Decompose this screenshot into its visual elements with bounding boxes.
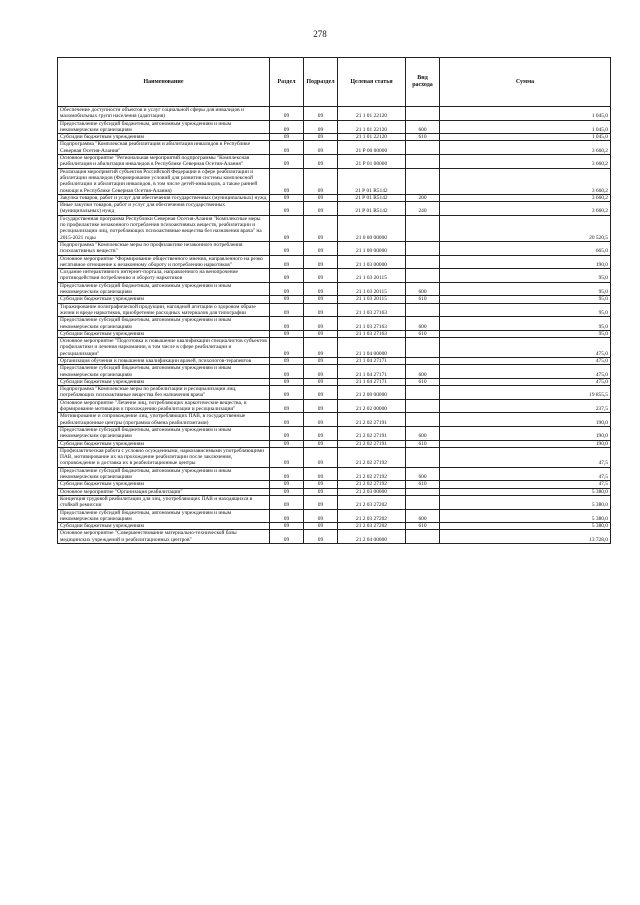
row-subsection-cell: 09 [304,202,338,216]
row-name-cell: Предоставление субсидий бюджетным, автономным учреждениям и иным некоммерческим организациям [58,317,270,331]
row-target-cell: 21 Р 01 R5142 [338,202,406,216]
row-name-cell: Создание интерактивного интернет-портала, направленного на венопрочение противодействия потреблению и обороту наркотиков [58,269,270,283]
row-section-cell: 09 [270,282,304,296]
row-type-cell: 610 [406,481,440,488]
row-target-cell: 21 2 02 27191 [338,413,406,427]
row-name-cell: Подпрограмма "Комплексная реабилитация и абилитация инвалидов в Республике Северная Осетия-Алания" [58,141,270,155]
row-type-cell [406,107,440,121]
table-row [58,447,611,467]
row-target-cell: 21 1 04 27171 [338,378,406,385]
row-amount-cell: 47,5 [440,481,611,488]
row-name-cell: Субсидии бюджетным учреждениям [58,440,270,447]
header-section: Раздел [270,58,304,107]
row-target-cell: 21 2 02 00000 [338,399,406,413]
row-section-cell: 09 [270,141,304,155]
row-section-cell: 09 [270,378,304,385]
row-amount-cell: 3 660,2 [440,168,611,194]
row-amount-cell: 13 728,0 [440,530,611,544]
header-expense-type: Вид расхода [406,58,440,107]
row-target-cell: 21 1 01 22120 [338,134,406,141]
header-name: Наименование [58,58,270,107]
row-subsection-cell: 09 [304,488,338,495]
row-subsection-cell: 09 [304,467,338,481]
row-type-cell [406,303,440,317]
row-subsection-cell: 09 [304,386,338,400]
row-name-cell: Субсидии бюджетным учреждениям [58,481,270,488]
row-subsection-cell: 09 [304,303,338,317]
table-row [58,255,611,269]
row-name-cell: Основное мероприятие "Совершенствование материально-технической базы медицинских учреждений и реабилитационных центров" [58,530,270,544]
row-amount-cell: 19 855,5 [440,386,611,400]
row-amount-cell: 475,0 [440,338,611,358]
row-type-cell: 200 [406,194,440,201]
row-subsection-cell: 09 [304,365,338,379]
row-amount-cell: 95,0 [440,296,611,303]
row-type-cell: 600 [406,365,440,379]
row-amount-cell: 1 045,0 [440,134,611,141]
row-name-cell: Тиражирование полиграфической продукции, наглядной агитации о здоровом образе жизни и вреде наркотиков, приобретение расходных материалов для типографии [58,303,270,317]
row-subsection-cell: 09 [304,296,338,303]
table-row [58,495,611,509]
row-name-cell: Предоставление субсидий бюджетным, автономным учреждениям и иным некоммерческим организациям [58,509,270,523]
table-row [58,488,611,495]
row-amount-cell: 190,0 [440,255,611,269]
row-amount-cell: 3 660,2 [440,155,611,169]
row-section-cell: 09 [270,303,304,317]
row-name-cell: Предоставление субсидий бюджетным, автономным учреждениям и иным некоммерческим организациям [58,467,270,481]
row-target-cell: 21 Р 00 00000 [338,141,406,155]
row-type-cell [406,269,440,283]
row-target-cell: 21 2 03 27202 [338,509,406,523]
row-name-cell: Подпрограмма "Комплексные меры по реабилитации и ресоциализации лиц, потребляющих психоактивные вещества без назначения врача" [58,386,270,400]
row-subsection-cell: 09 [304,447,338,467]
table-row [58,120,611,134]
row-type-cell: 610 [406,330,440,337]
row-amount-cell: 95,0 [440,330,611,337]
row-subsection-cell: 09 [304,282,338,296]
row-name-cell: Иные закупки товаров, работ и услуг для обеспечения государственных (муниципальных) нужд [58,202,270,216]
row-section-cell: 09 [270,134,304,141]
row-amount-cell: 3 660,2 [440,194,611,201]
table-header [58,58,611,107]
row-name-cell: Основное мероприятие "Формирование общественного мнения, направленного на резко негативное отношение к незаконному обороту и потреблению наркотиков" [58,255,270,269]
table-row [58,241,611,255]
row-name-cell: Субсидии бюджетным учреждениям [58,134,270,141]
row-section-cell: 09 [270,155,304,169]
table-row [58,399,611,413]
row-subsection-cell: 09 [304,241,338,255]
table-row [58,194,611,201]
row-name-cell: Субсидии бюджетным учреждениям [58,523,270,530]
row-subsection-cell: 09 [304,426,338,440]
table-row [58,365,611,379]
row-type-cell: 240 [406,202,440,216]
table-row [58,168,611,194]
row-section-cell: 09 [270,317,304,331]
row-amount-cell: 5 380,0 [440,495,611,509]
table-row [58,296,611,303]
row-type-cell [406,530,440,544]
row-amount-cell: 5 380,0 [440,523,611,530]
row-type-cell: 600 [406,467,440,481]
row-subsection-cell: 09 [304,215,338,241]
row-type-cell [406,357,440,364]
row-section-cell: 09 [270,440,304,447]
row-target-cell: 21 1 00 00000 [338,241,406,255]
row-section-cell: 09 [270,338,304,358]
row-subsection-cell: 09 [304,269,338,283]
row-section-cell: 09 [270,467,304,481]
row-type-cell [406,413,440,427]
row-amount-cell: 47,5 [440,447,611,467]
row-name-cell: Подпрограмма "Комплексные меры по профилактике незаконного потребления психоактивных веществ" [58,241,270,255]
row-name-cell: Основное мероприятие "Региональная мероприятий подпрограммы "Комплексная реабилитация и абилитация инвалидов в Республике Северная Осетия-Алания" [58,155,270,169]
row-subsection-cell: 09 [304,413,338,427]
row-type-cell: 600 [406,282,440,296]
row-section-cell: 09 [270,357,304,364]
row-target-cell: 21 1 03 20115 [338,296,406,303]
row-section-cell: 09 [270,447,304,467]
row-type-cell [406,488,440,495]
row-name-cell: Основное мероприятие "Подготовка и повышение квалификации специалистов субъектов профилактики и лечения наркомании, в том числе в сфере реабилитации и ресоциализации" [58,338,270,358]
row-name-cell: Концепция трудовой реабилитации для лиц, употребляющих ПАВ и находящихся в стойкой ремиссии [58,495,270,509]
row-target-cell: 21 2 03 27202 [338,523,406,530]
row-type-cell [406,241,440,255]
row-type-cell [406,255,440,269]
row-section-cell: 09 [270,107,304,121]
row-type-cell [406,495,440,509]
row-section-cell: 09 [270,509,304,523]
table-row [58,440,611,447]
row-amount-cell: 95,0 [440,282,611,296]
row-name-cell: Основное мероприятие "Организация реабилитации" [58,488,270,495]
row-amount-cell: 665,0 [440,241,611,255]
table-row [58,357,611,364]
row-subsection-cell: 09 [304,357,338,364]
table-row [58,481,611,488]
row-target-cell: 21 2 00 00000 [338,386,406,400]
row-amount-cell: 3 660,2 [440,141,611,155]
row-amount-cell: 95,0 [440,269,611,283]
row-name-cell: Субсидии бюджетным учреждениям [58,330,270,337]
row-type-cell [406,399,440,413]
row-subsection-cell: 09 [304,523,338,530]
row-amount-cell: 5 380,0 [440,509,611,523]
row-target-cell: 21 2 02 27192 [338,447,406,467]
row-name-cell: Предоставление субсидий бюджетным, автономным учреждениям и иным некоммерческим организациям [58,120,270,134]
table-row [58,330,611,337]
row-target-cell: 21 2 04 00000 [338,530,406,544]
row-type-cell [406,168,440,194]
row-section-cell: 09 [270,194,304,201]
row-target-cell: 21 2 02 27192 [338,481,406,488]
table-row [58,269,611,283]
table-row [58,215,611,241]
row-name-cell: Мотивирование и сопровождение лиц, употребляющих ПАВ, в государственные реабилитационные центры (программа обмена реабилитантами) [58,413,270,427]
table-row [58,107,611,121]
row-section-cell: 09 [270,215,304,241]
row-amount-cell: 475,0 [440,378,611,385]
row-subsection-cell: 09 [304,317,338,331]
row-target-cell: 21 1 03 20115 [338,269,406,283]
row-amount-cell: 95,0 [440,303,611,317]
row-amount-cell: 190,0 [440,426,611,440]
row-section-cell: 09 [270,386,304,400]
row-subsection-cell: 09 [304,155,338,169]
row-name-cell: Предоставление субсидий бюджетным, автономным учреждениям и иным некоммерческим организациям [58,426,270,440]
page-number: 278 [313,29,327,39]
table-body [58,107,611,544]
row-name-cell: Основное мероприятие "Лечение лиц, потребляющих наркотические вещества, и формирование мотивации к прохождению реабилитации и ресоциализации" [58,399,270,413]
row-subsection-cell: 09 [304,330,338,337]
row-target-cell: 21 0 00 00000 [338,215,406,241]
row-section-cell: 09 [270,296,304,303]
table-row [58,134,611,141]
row-section-cell: 09 [270,495,304,509]
budget-table [57,57,611,544]
row-amount-cell: 475,0 [440,365,611,379]
row-section-cell: 09 [270,168,304,194]
row-amount-cell: 95,0 [440,317,611,331]
table-row [58,413,611,427]
row-amount-cell: 237,5 [440,399,611,413]
row-target-cell: 21 1 03 00000 [338,255,406,269]
row-type-cell [406,338,440,358]
row-amount-cell: 190,0 [440,440,611,447]
row-name-cell: Профилактическая работа с условно осужденными, наркозависимыми употребляющими ПАВ, мотивирование их на прохождение реабилитации после заключения, сопровождение и доставка их в реабилитационные центры [58,447,270,467]
row-name-cell: Обеспечение доступности объектов и услуг социальной сферы для инвалидов и маломобильных групп населения (адаптация) [58,107,270,121]
table-row [58,155,611,169]
row-amount-cell: 190,0 [440,413,611,427]
row-target-cell: 21 1 04 27171 [338,357,406,364]
row-target-cell: 21 1 04 00000 [338,338,406,358]
row-target-cell: 21 1 01 22120 [338,107,406,121]
row-section-cell: 09 [270,255,304,269]
row-section-cell: 09 [270,330,304,337]
row-name-cell: Субсидии бюджетным учреждениям [58,296,270,303]
row-amount-cell: 47,5 [440,467,611,481]
row-target-cell: 21 Р 01 R5142 [338,168,406,194]
row-subsection-cell: 09 [304,168,338,194]
row-name-cell: Реализация мероприятий субъектов Российской Федерации в сфере реабилитации и абилитации инвалидов (Формирование условий для развития системы комплексной реабилитации и абилитации инвалидов, в том числе детей-инвалидов, а также ранней помощи в Республике Северная Осетия-Алания) [58,168,270,194]
row-section-cell: 09 [270,399,304,413]
table-row [58,202,611,216]
row-type-cell [406,215,440,241]
table-row [58,467,611,481]
row-target-cell: 21 1 03 20115 [338,282,406,296]
row-type-cell [406,386,440,400]
row-subsection-cell: 09 [304,120,338,134]
row-section-cell: 09 [270,523,304,530]
row-target-cell: 21 1 03 27163 [338,303,406,317]
row-name-cell: Предоставление субсидий бюджетным, автономным учреждениям и иным некоммерческим организациям [58,365,270,379]
table-row [58,386,611,400]
row-target-cell: 21 1 03 27163 [338,317,406,331]
row-subsection-cell: 09 [304,378,338,385]
row-subsection-cell: 09 [304,141,338,155]
row-subsection-cell: 09 [304,255,338,269]
row-amount-cell: 1 045,0 [440,120,611,134]
row-subsection-cell: 09 [304,399,338,413]
table-row [58,317,611,331]
header-subsection: Подраздел [304,58,338,107]
row-section-cell: 09 [270,488,304,495]
row-subsection-cell: 09 [304,509,338,523]
table-row [58,378,611,385]
row-target-cell: 21 1 01 22120 [338,120,406,134]
row-section-cell: 09 [270,530,304,544]
row-amount-cell: 3 660,2 [440,202,611,216]
row-section-cell: 09 [270,413,304,427]
table-row [58,426,611,440]
row-target-cell: 21 Р 01 R5142 [338,194,406,201]
row-section-cell: 09 [270,426,304,440]
row-type-cell: 600 [406,317,440,331]
row-target-cell: 21 2 02 27191 [338,426,406,440]
row-type-cell: 610 [406,523,440,530]
row-name-cell: Предоставление субсидий бюджетным, автономным учреждениям и иным некоммерческим организациям [58,282,270,296]
row-amount-cell: 1 045,0 [440,107,611,121]
row-type-cell: 610 [406,378,440,385]
row-section-cell: 09 [270,269,304,283]
row-target-cell: 21 2 02 27191 [338,440,406,447]
row-subsection-cell: 09 [304,530,338,544]
table-row [58,338,611,358]
row-type-cell: 610 [406,296,440,303]
row-subsection-cell: 09 [304,194,338,201]
row-name-cell: Государственная программа Республики Северная Осетия-Алания "Комплексные меры по профилактике незаконного потребления психоактивных веществ, реабилитации и ресоциализации лиц, потребляющих психоактивные вещества без назначения врача" на 2015-2021 годы [58,215,270,241]
row-type-cell [406,155,440,169]
row-type-cell [406,447,440,467]
row-target-cell: 21 2 03 00000 [338,488,406,495]
row-amount-cell: 5 380,0 [440,488,611,495]
header-target-item: Целевая статья [338,58,406,107]
row-type-cell [406,141,440,155]
row-target-cell: 21 2 03 27202 [338,495,406,509]
table-row [58,282,611,296]
row-section-cell: 09 [270,202,304,216]
row-subsection-cell: 09 [304,107,338,121]
row-subsection-cell: 09 [304,338,338,358]
table-row [58,523,611,530]
row-section-cell: 09 [270,481,304,488]
row-amount-cell: 20 520,5 [440,215,611,241]
row-subsection-cell: 09 [304,134,338,141]
table-row [58,509,611,523]
row-type-cell: 600 [406,120,440,134]
table-row [58,303,611,317]
row-section-cell: 09 [270,120,304,134]
row-section-cell: 09 [270,241,304,255]
row-name-cell: Субсидии бюджетным учреждениям [58,378,270,385]
row-type-cell: 600 [406,509,440,523]
row-subsection-cell: 09 [304,440,338,447]
row-amount-cell: 475,0 [440,357,611,364]
row-section-cell: 09 [270,365,304,379]
row-target-cell: 21 2 02 27192 [338,467,406,481]
row-target-cell: 21 1 04 27171 [338,365,406,379]
table-row [58,530,611,544]
row-target-cell: 21 1 03 27163 [338,330,406,337]
row-type-cell: 610 [406,440,440,447]
table-row [58,141,611,155]
row-subsection-cell: 09 [304,495,338,509]
header-amount: Сумма [440,58,611,107]
row-subsection-cell: 09 [304,481,338,488]
row-type-cell: 600 [406,426,440,440]
row-target-cell: 21 Р 01 00000 [338,155,406,169]
row-type-cell: 610 [406,134,440,141]
row-name-cell: Организация обучения и повышения квалификации врачей, психологов-терапевтов [58,357,270,364]
row-name-cell: Закупка товаров, работ и услуг для обеспечения государственных (муниципальных) нужд [58,194,270,201]
